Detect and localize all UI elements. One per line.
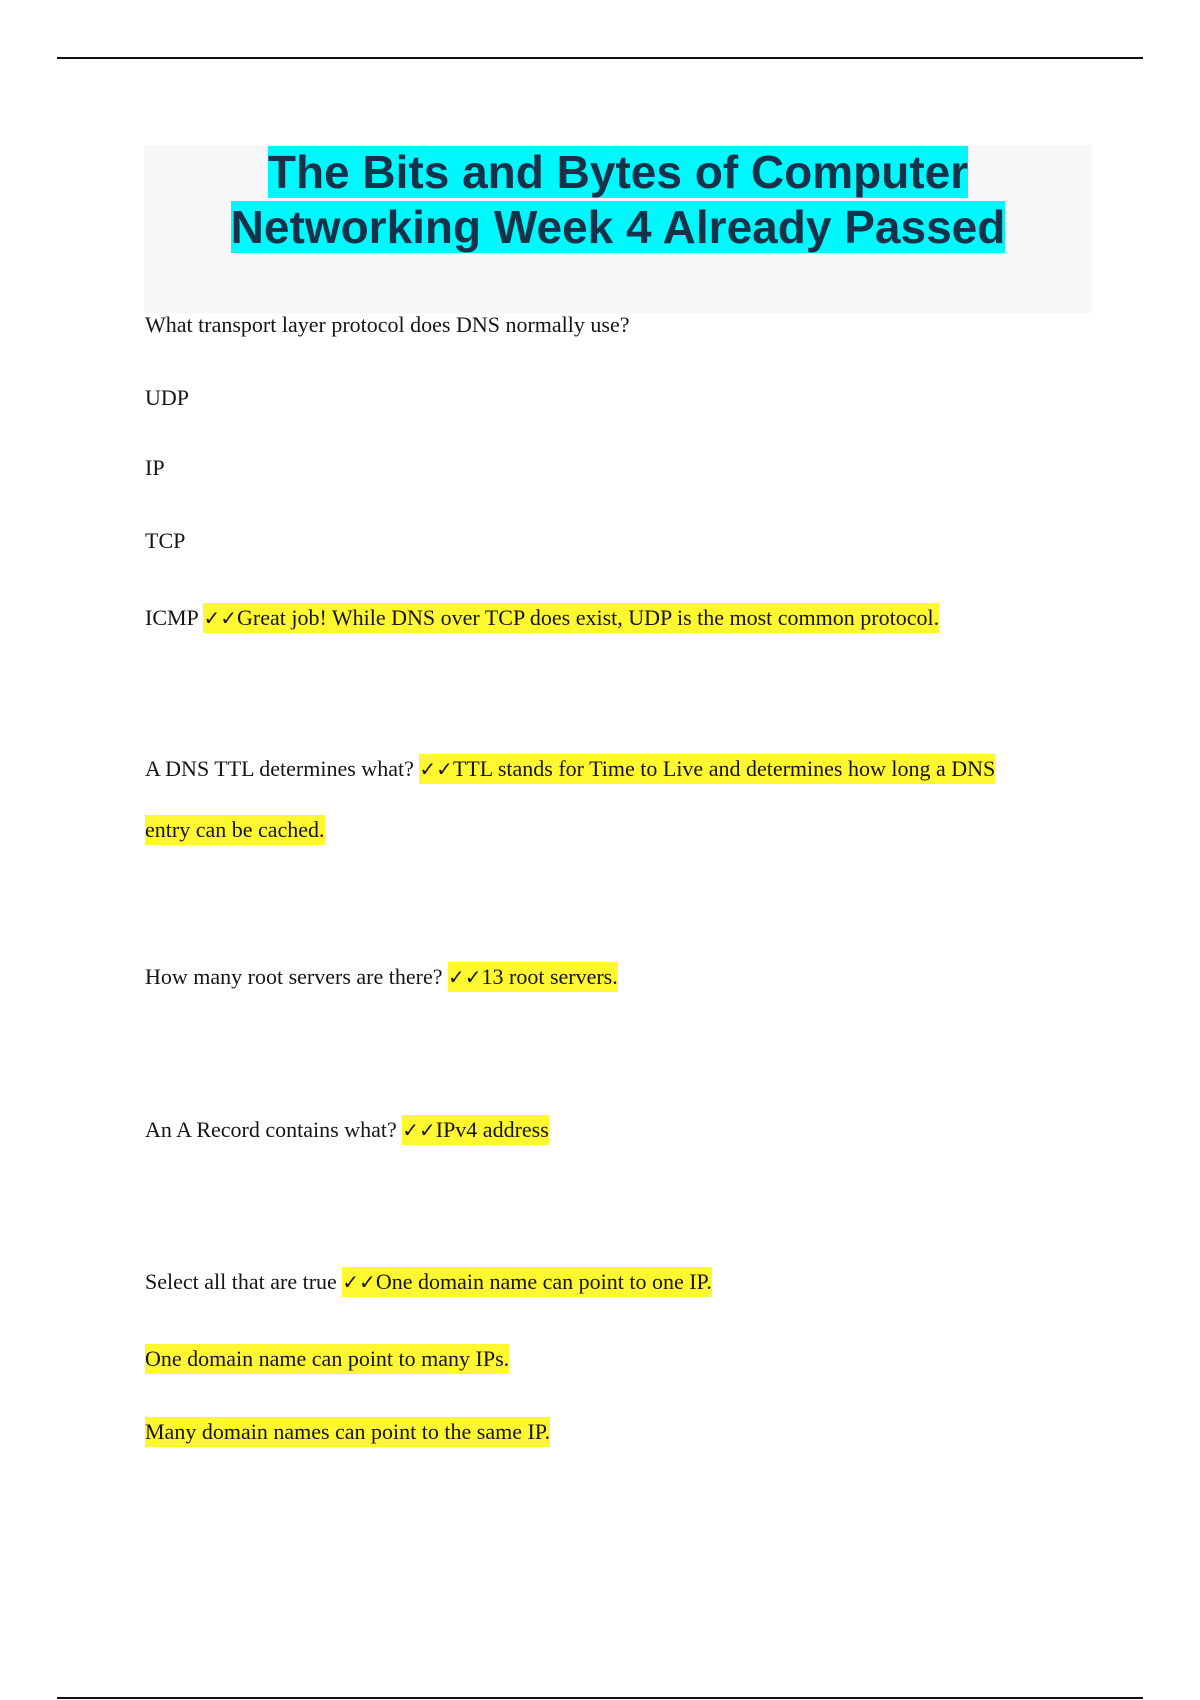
check-icon: ✓✓ (419, 757, 453, 781)
q5-answer-2-line (145, 1344, 509, 1374)
check-icon: ✓✓ (447, 965, 482, 989)
check-icon: ✓✓ (342, 1270, 376, 1294)
q4-answer: IPv4 address (435, 1117, 549, 1142)
q5-answer-3: Many domain names can point to the same IP. (145, 1417, 550, 1447)
q5-answer-1: One domain name can point to one IP. (375, 1269, 712, 1294)
q4-answer-highlight (402, 1115, 549, 1145)
q3-answer: 13 root servers. (481, 964, 618, 989)
question-2-line (145, 754, 995, 784)
q1-answer: Great job! While DNS over TCP does exist, UDP is the most common protocol. (237, 605, 940, 630)
document-title (144, 145, 1092, 255)
question-5-line (145, 1267, 712, 1297)
question-2: A DNS TTL determines what? (145, 756, 414, 781)
q1-option-4-line (145, 603, 939, 633)
question-3: How many root servers are there? (145, 964, 443, 989)
q2-answer-part2: entry can be cached. (145, 815, 325, 845)
question-4-line (145, 1115, 549, 1145)
q2-answer-continuation (145, 815, 325, 845)
check-icon: ✓✓ (402, 1118, 436, 1142)
question-4: An A Record contains what? (145, 1117, 397, 1142)
title-line-1: The Bits and Bytes of Computer (267, 146, 969, 198)
q2-answer-highlight (419, 754, 995, 784)
question-3-line (145, 962, 618, 992)
q1-option-3: TCP (145, 528, 186, 553)
q1-option-4: ICMP (145, 605, 198, 630)
q5-answer-3-line (145, 1417, 550, 1447)
header-rule (57, 57, 1143, 59)
footer-rule (57, 1697, 1143, 1699)
q1-option-1: UDP (145, 385, 190, 410)
check-icon: ✓✓ (203, 606, 237, 630)
q5-answer-1-highlight (342, 1267, 712, 1297)
q1-answer-highlight (203, 603, 939, 633)
q1-option-2: IP (145, 455, 165, 480)
title-line-2: Networking Week 4 Already Passed (230, 201, 1006, 253)
q3-answer-highlight (448, 962, 618, 992)
question-5: Select all that are true (145, 1269, 337, 1294)
question-1: What transport layer protocol does DNS normally use? (145, 312, 630, 337)
q5-answer-2: One domain name can point to many IPs. (145, 1344, 509, 1374)
q2-answer-part1: TTL stands for Time to Live and determines how long a DNS (452, 756, 996, 781)
